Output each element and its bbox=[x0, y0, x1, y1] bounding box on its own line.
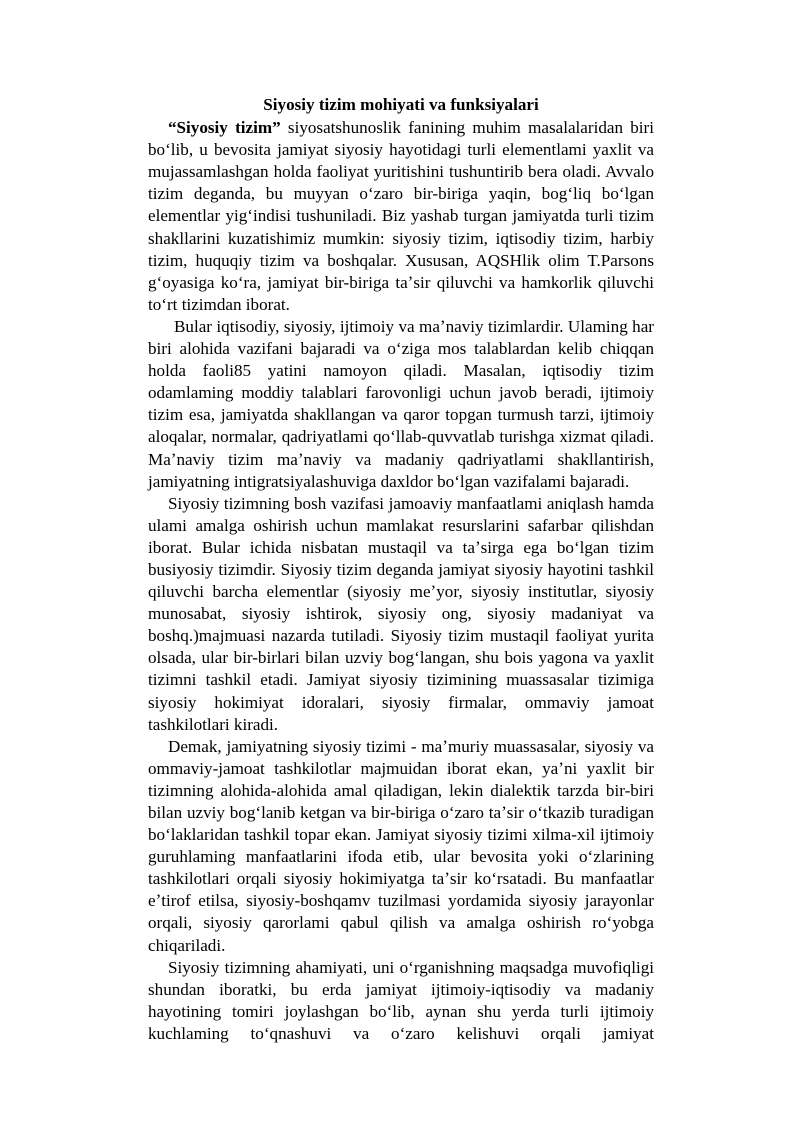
paragraph-5: Siyosiy tizimning ahamiyati, uni oʻrganishning maqsadga muvofiqligi shundan iboratki, bu erda jamiyat ijtimoiy-iqtisodiy va madaniy hayotining tomiri joylashgan boʻlib, aynan shu yerda turli ijtimoiy kuchlaming toʻqnashuvi va oʻzaro kelishuvi orqali jamiyat bbox=[148, 957, 654, 1043]
document-page bbox=[148, 94, 654, 1045]
paragraph-1-text: siyosatshunoslik fanining muhim masalalaridan biri boʻlib, u bevosita jamiyat siyosiy hayotidagi turli elementlami yaxlit va mujassamlashgan holda faoliyat yuritishini tushuntirib bera oladi. Avvalo tizim deganda, bu muyyan oʻzaro bir-biriga yaqin, bogʻliq boʻlgan elementlar yigʻindisi tushuniladi. Biz yashab turgan jamiyatda turli tizim shakllarini kuzatishimiz mumkin: siyosiy tizim, iqtisodiy tizim, harbiy tizim, huquqiy tizim va boshqalar. Xususan, AQSHlik olim T.Parsons gʻoyasiga koʻra, jamiyat bir-biriga taʼsir qiluvchi va hamkorlik qiluvchi toʻrt tizimdan iborat. bbox=[148, 118, 654, 314]
paragraph-3: Siyosiy tizimning bosh vazifasi jamoaviy manfaatlami aniqlash hamda ulami amalga oshirish uchun mamlakat resurslarini safarbar qilishdan iborat. Bular ichida nisbatan mustaqil va taʼsirga ega boʻlgan tizim busiyosiy tizimdir. Siyosiy tizim deganda jamiyat siyosiy hayotini tashkil qiluvchi barcha elementlar (siyosiy meʼyor, siyosiy institutlar, siyosiy munosabat, siyosiy ishtirok, siyosiy ong, siyosiy madaniyat va boshq.)majmuasi nazarda tutiladi. Siyosiy tizim mustaqil faoliyat yurita olsada, ular bir-birlari bilan uzviy bogʻlangan, shu bois yagona va yaxlit tizimni tashkil etadi. Jamiyat siyosiy tizimining muassasalar tizimiga siyosiy hokimiyat idoralari, siyosiy firmalar, ommaviy jamoat tashkilotlari kiradi. bbox=[148, 493, 654, 734]
paragraph-2: Bular iqtisodiy, siyosiy, ijtimoiy va maʼnaviy tizimlardir. Ulaming har biri alohida vazifani bajaradi va oʻziga mos talablardan kelib chiqqan holda faoli85 yatini namoyon qiladi. Masalan, iqtisodiy tizim odamlaming moddiy talablari farovonligi uchun javob beradi, ijtimoiy tizim esa, jamiyatda shakllangan va qaror topgan turmush tarzi, ijtimoiy aloqalar, normalar, qadriyatlami qoʻllab-quvvatlab turishga xizmat qiladi. Maʼnaviy tizim maʼnaviy va madaniy qadriyatlami shakllantirish, jamiyatning intigratsiyalashuviga daxldor boʻlgan vazifalami bajaradi. bbox=[148, 316, 654, 491]
lead-term: “Siyosiy tizim” bbox=[168, 118, 281, 138]
document-title: Siyosiy tizim mohiyati va funksiyalari bbox=[263, 95, 539, 114]
paragraph-1 bbox=[148, 117, 654, 316]
paragraph-4: Demak, jamiyatning siyosiy tizimi - maʼmuriy muassasalar, siyosiy va ommaviy-jamoat tashkilotlar majmuidan iborat ekan, yaʼni yaxlit bir tizimning alohida-alohida amal qiladigan, lekin dialektik tarzda bir-biri bilan uzviy bogʻlanib ketgan va bir-biriga oʻzaro taʼsir oʻtkazib turadigan boʻlaklaridan tashkil topar ekan. Jamiyat siyosiy tizimi xilma-xil ijtimoiy guruhlaming manfaatlarini ifoda etib, ular bevosita yoki oʻzlarining tashkilotlari orqali siyosiy hokimiyatga taʼsir koʻrsatadi. Bu manfaatlar eʼtirof etilsa, siyosiy-boshqamv tuzilmasi yordamida siyosiy jarayonlar orqali, siyosiy qarorlami qabul qilish va amalga oshirish roʻyobga chiqariladi. bbox=[148, 736, 654, 955]
